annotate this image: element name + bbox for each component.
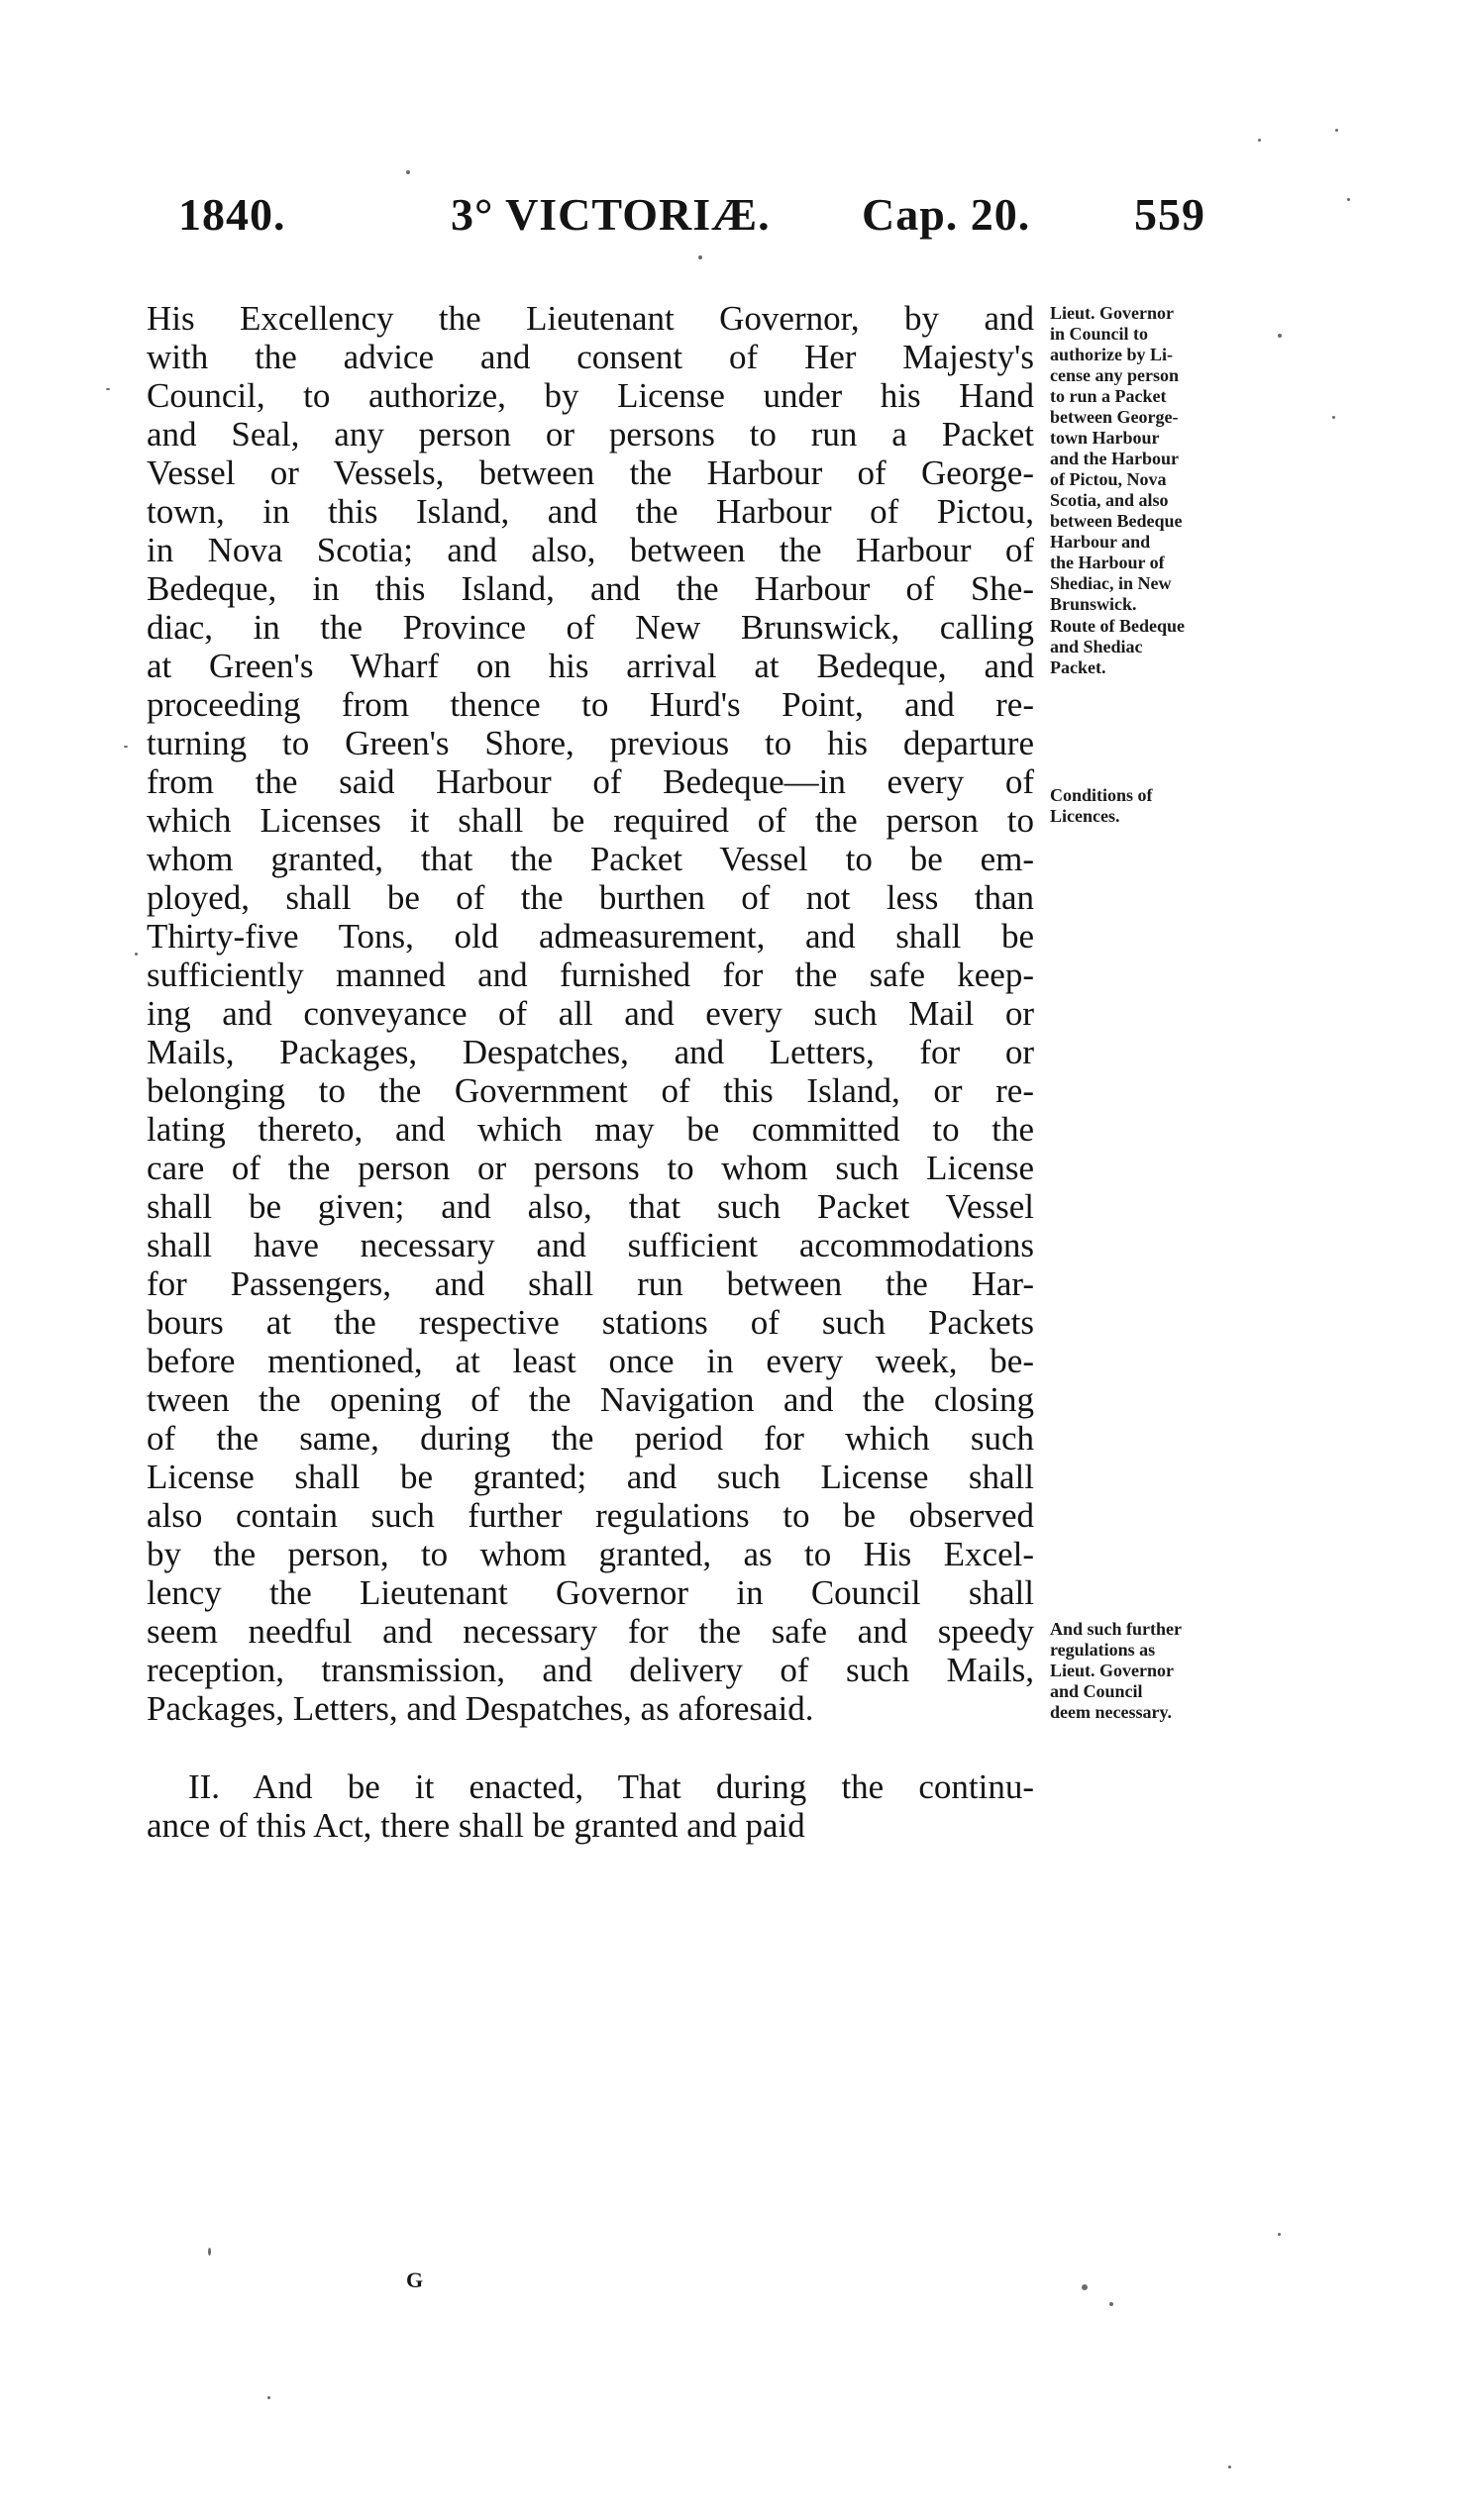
body-line: seem needful and necessary for the safe and speedy (147, 1612, 1034, 1651)
margin-note-line: between Bedeque (1050, 511, 1183, 531)
body-line: by the person, to whom granted, as to His Excel- (147, 1535, 1034, 1573)
body-line: proceeding from thence to Hurd's Point, and re- (147, 685, 1034, 724)
margin-note-line: Scotia, and also (1050, 490, 1169, 510)
body-line: Bedeque, in this Island, and the Harbour of She- (147, 569, 1034, 608)
body-line: also contain such further regulations to be observed (147, 1496, 1034, 1535)
body-line: for Passengers, and shall run between the Har- (147, 1264, 1034, 1303)
scan-speck (406, 170, 410, 174)
margin-note-line: and Council (1050, 1681, 1143, 1701)
body-line: and Seal, any person or persons to run a Packet (147, 415, 1034, 454)
margin-note-line: town Harbour (1050, 428, 1160, 448)
body-line: Packages, Letters, and Despatches, as aforesaid. (147, 1689, 814, 1728)
margin-note-line: Packet. (1050, 657, 1106, 677)
scan-speck (267, 2396, 270, 2399)
body-line: shall have necessary and sufficient accommodations (147, 1226, 1034, 1264)
body-line: before mentioned, at least once in every week, be- (147, 1342, 1034, 1380)
body-line: care of the person or persons to whom such License (147, 1149, 1034, 1187)
body-line: turning to Green's Shore, previous to his departure (147, 724, 1034, 762)
body-line: His Excellency the Lieutenant Governor, by and (147, 299, 1034, 338)
margin-note-line: to run a Packet (1050, 386, 1167, 406)
margin-note-line: Route of Bedeque (1050, 616, 1185, 636)
body-line: ance of this Act, there shall be granted and paid (147, 1806, 805, 1845)
margin-note-line: authorize by Li- (1050, 345, 1173, 364)
margin-note-line: in Council to (1050, 324, 1149, 344)
body-line: belonging to the Government of this Island, or re- (147, 1071, 1034, 1110)
body-line: II. And be it enacted, That during the continu- (188, 1767, 1034, 1806)
margin-note-license-conditions (1050, 785, 1248, 827)
scan-speck (1228, 2466, 1231, 2469)
body-line: whom granted, that the Packet Vessel to be em- (147, 840, 1034, 878)
margin-note-line: Licences. (1050, 806, 1120, 826)
body-line: Vessel or Vessels, between the Harbour of George- (147, 454, 1034, 492)
body-line: License shall be granted; and such License shall (147, 1458, 1034, 1496)
scan-speck (1335, 129, 1338, 132)
page-number: 559 (1134, 189, 1205, 240)
margin-note-line: And such further (1050, 1619, 1183, 1639)
body-line: diac, in the Province of New Brunswick, calling (147, 608, 1034, 647)
body-line: Thirty-five Tons, old admeasurement, and shall be (147, 917, 1034, 956)
margin-note-line: Shediac, in New (1050, 573, 1172, 593)
scan-speck (1332, 416, 1335, 419)
margin-note-line: Conditions of (1050, 785, 1153, 805)
body-line: lating thereto, and which may be committed to the (147, 1110, 1034, 1149)
body-line: ing and conveyance of all and every such Mail or (147, 994, 1034, 1033)
margin-note-line: regulations as (1050, 1640, 1156, 1660)
signature-mark: G (406, 2268, 424, 2292)
header-chapter: Cap. 20. (862, 189, 1031, 240)
body-line: Mails, Packages, Despatches, and Letters, for or (147, 1033, 1034, 1071)
margin-note-line: and Shediac (1050, 637, 1143, 656)
margin-note-line: the Harbour of (1050, 553, 1165, 572)
margin-note-line: Brunswick. (1050, 594, 1137, 614)
scan-speck (1082, 2284, 1088, 2290)
running-header (0, 188, 1461, 248)
scan-speck (135, 953, 138, 956)
body-line: at Green's Wharf on his arrival at Bedeque, and (147, 647, 1034, 685)
body-line: bours at the respective stations of such Packets (147, 1303, 1034, 1342)
body-line: ployed, shall be of the burthen of not less than (147, 878, 1034, 917)
body-line: town, in this Island, and the Harbour of Pictou, (147, 492, 1034, 531)
margin-note-line: Lieut. Governor (1050, 303, 1174, 323)
body-line: lency the Lieutenant Governor in Council shall (147, 1573, 1034, 1612)
scan-speck (1258, 139, 1261, 142)
scan-speck (1278, 2233, 1281, 2236)
body-line: sufficiently manned and furnished for the safe keep- (147, 956, 1034, 994)
scan-speck (124, 746, 128, 748)
margin-note-line: deem necessary. (1050, 1702, 1172, 1722)
margin-note-line: Harbour and (1050, 532, 1151, 552)
body-line: shall be given; and also, that such Packet Vessel (147, 1187, 1034, 1226)
margin-note-license-authority (1050, 303, 1248, 615)
scan-speck (106, 388, 110, 390)
body-line: reception, transmission, and delivery of such Mails, (147, 1651, 1034, 1689)
scan-speck (1109, 2302, 1113, 2306)
header-year: 1840. (178, 189, 286, 240)
body-line: in Nova Scotia; and also, between the Harbour of (147, 531, 1034, 569)
body-line: with the advice and consent of Her Majesty's (147, 338, 1034, 376)
scan-speck (208, 2248, 211, 2256)
scan-speck (1278, 334, 1282, 338)
margin-note-line: and the Harbour (1050, 449, 1180, 468)
body-line: tween the opening of the Navigation and the closing (147, 1380, 1034, 1419)
margin-note-line: between George- (1050, 407, 1179, 427)
margin-note-packet-route (1050, 616, 1248, 678)
body-line: Council, to authorize, by License under his Hand (147, 376, 1034, 415)
margin-note-line: of Pictou, Nova (1050, 469, 1167, 489)
margin-note-further-regulations (1050, 1619, 1248, 1723)
body-line: which Licenses it shall be required of the person to (147, 801, 1034, 840)
margin-note-line: cense any person (1050, 365, 1179, 385)
scan-speck (1347, 198, 1350, 201)
statute-body-text (147, 299, 1034, 1845)
scan-speck (698, 255, 702, 259)
body-line: from the said Harbour of Bedeque—in every of (147, 762, 1034, 801)
margin-note-line: Lieut. Governor (1050, 1661, 1174, 1680)
header-title: 3° VICTORIÆ. (451, 189, 771, 240)
body-line: of the same, during the period for which such (147, 1419, 1034, 1458)
